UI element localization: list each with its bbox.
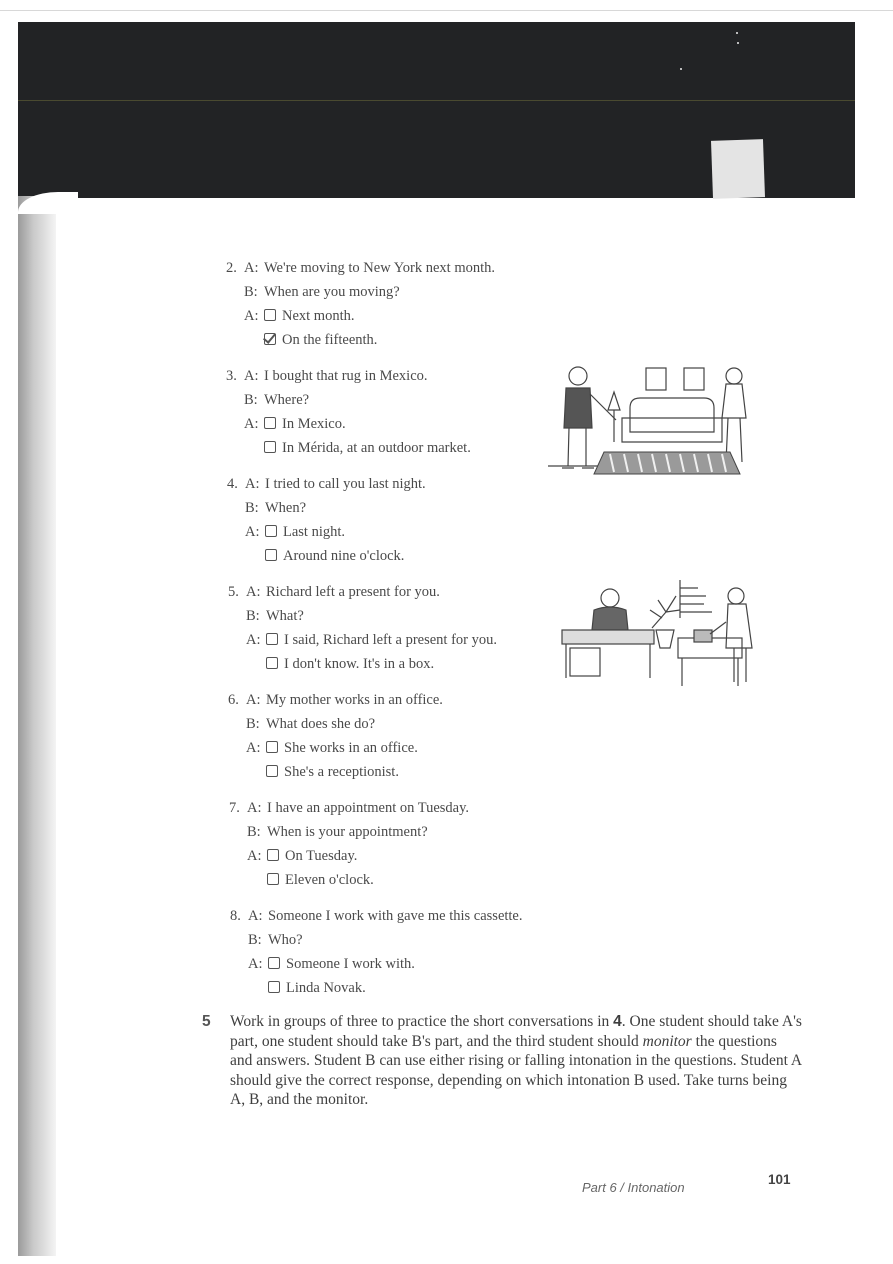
speaker-b: B: <box>245 500 259 516</box>
line-b: When? <box>265 500 307 516</box>
scan-dark-band <box>18 22 855 198</box>
speaker-b: B: <box>247 824 261 840</box>
speaker-a: A: <box>245 476 260 492</box>
checkbox[interactable] <box>268 981 280 993</box>
option-1: Someone I work with. <box>286 956 415 972</box>
line-b: When is your appointment? <box>267 824 428 840</box>
checkbox[interactable] <box>264 309 276 321</box>
conversation-6 <box>228 688 443 784</box>
speaker-a: A: <box>246 692 261 708</box>
checkbox[interactable] <box>264 441 276 453</box>
speaker-b: B: <box>248 932 262 948</box>
line-b: What? <box>266 608 304 624</box>
scan-speck <box>737 42 739 44</box>
page-number: 101 <box>768 1172 791 1187</box>
line-a: I tried to call you last night. <box>265 476 426 492</box>
option-2: On the fifteenth. <box>282 332 378 348</box>
scan-speck <box>736 32 738 34</box>
speaker-a: A: <box>244 368 259 384</box>
speaker-a: A: <box>246 632 261 648</box>
paper-tab <box>711 139 765 199</box>
item-number: 8. <box>230 908 241 924</box>
instructions-text: the questions and answers. Student B can use either rising or falling intonation in the questions. Student A should give the correct response, depending on which intonation B used. Take turns being A, B, and the monitor. <box>230 1032 802 1108</box>
speaker-a: A: <box>247 848 262 864</box>
item-number: 7. <box>229 800 240 816</box>
line-a: Richard left a present for you. <box>266 584 440 600</box>
book-spine-shadow <box>18 196 56 1256</box>
speaker-a: A: <box>248 956 263 972</box>
checkbox[interactable] <box>268 957 280 969</box>
conversation-5 <box>228 580 497 676</box>
checkbox-checked[interactable] <box>264 333 276 345</box>
item-number: 2. <box>226 260 237 276</box>
checkbox[interactable] <box>266 765 278 777</box>
conversation-2 <box>226 256 495 352</box>
option-2: She's a receptionist. <box>284 764 399 780</box>
conversation-3 <box>226 364 471 460</box>
office-illustration <box>558 578 764 686</box>
conversation-4 <box>227 472 426 568</box>
checkbox[interactable] <box>265 525 277 537</box>
conversation-8 <box>230 904 523 1000</box>
speaker-a: A: <box>244 416 259 432</box>
option-1: In Mexico. <box>282 416 346 432</box>
option-1: On Tuesday. <box>285 848 358 864</box>
checkbox[interactable] <box>265 549 277 561</box>
option-2: In Mérida, at an outdoor market. <box>282 440 471 456</box>
line-a: We're moving to New York next month. <box>264 260 496 276</box>
line-a: I have an appointment on Tuesday. <box>267 800 470 816</box>
option-1: I said, Richard left a present for you. <box>284 632 497 648</box>
emphasis-monitor: monitor <box>642 1032 692 1050</box>
checkbox[interactable] <box>266 657 278 669</box>
line-a: Someone I work with gave me this cassette. <box>268 908 523 924</box>
speaker-a: A: <box>248 908 263 924</box>
option-2: Around nine o'clock. <box>283 548 405 564</box>
speaker-b: B: <box>244 392 258 408</box>
band-line <box>18 100 855 101</box>
option-1: Next month. <box>282 308 355 324</box>
speaker-b: B: <box>246 716 260 732</box>
checkbox[interactable] <box>267 873 279 885</box>
speaker-b: B: <box>244 284 258 300</box>
line-a: My mother works in an office. <box>266 692 443 708</box>
item-number: 3. <box>226 368 237 384</box>
checkbox[interactable] <box>266 633 278 645</box>
page-top-edge <box>0 10 893 11</box>
conversation-7 <box>229 796 469 892</box>
speaker-b: B: <box>246 608 260 624</box>
checkbox[interactable] <box>267 849 279 861</box>
speaker-a: A: <box>244 260 259 276</box>
line-a: I bought that rug in Mexico. <box>264 368 428 384</box>
living-room-illustration <box>544 362 760 478</box>
instructions-text: Work in groups of three to practice the short conversations in <box>230 1013 614 1030</box>
exercise-number: 5 <box>202 1013 211 1030</box>
option-2: I don't know. It's in a box. <box>284 656 435 672</box>
speaker-a: A: <box>246 740 261 756</box>
option-1: She works in an office. <box>284 740 418 756</box>
speaker-a: A: <box>244 308 259 324</box>
speaker-a: A: <box>246 584 261 600</box>
running-footer: Part 6 / Intonation <box>582 1180 685 1195</box>
speaker-a: A: <box>247 800 262 816</box>
exercise-reference: 4 <box>613 1013 622 1030</box>
exercise-instructions <box>230 1012 802 1110</box>
item-number: 6. <box>228 692 239 708</box>
speaker-a: A: <box>245 524 260 540</box>
checkbox[interactable] <box>264 417 276 429</box>
item-number: 4. <box>227 476 238 492</box>
scan-speck <box>680 68 682 70</box>
instructions-text: . One student should take A's part, one student should take B's part, and the third student should <box>230 1013 802 1050</box>
option-2: Eleven o'clock. <box>285 872 374 888</box>
item-number: 5. <box>228 584 239 600</box>
line-b: What does she do? <box>266 716 376 732</box>
line-b: Where? <box>264 392 310 408</box>
checkbox[interactable] <box>266 741 278 753</box>
option-1: Last night. <box>283 524 346 540</box>
option-2: Linda Novak. <box>286 980 366 996</box>
exercise-5 <box>202 1012 802 1110</box>
line-b: Who? <box>268 932 303 948</box>
line-b: When are you moving? <box>264 284 400 300</box>
